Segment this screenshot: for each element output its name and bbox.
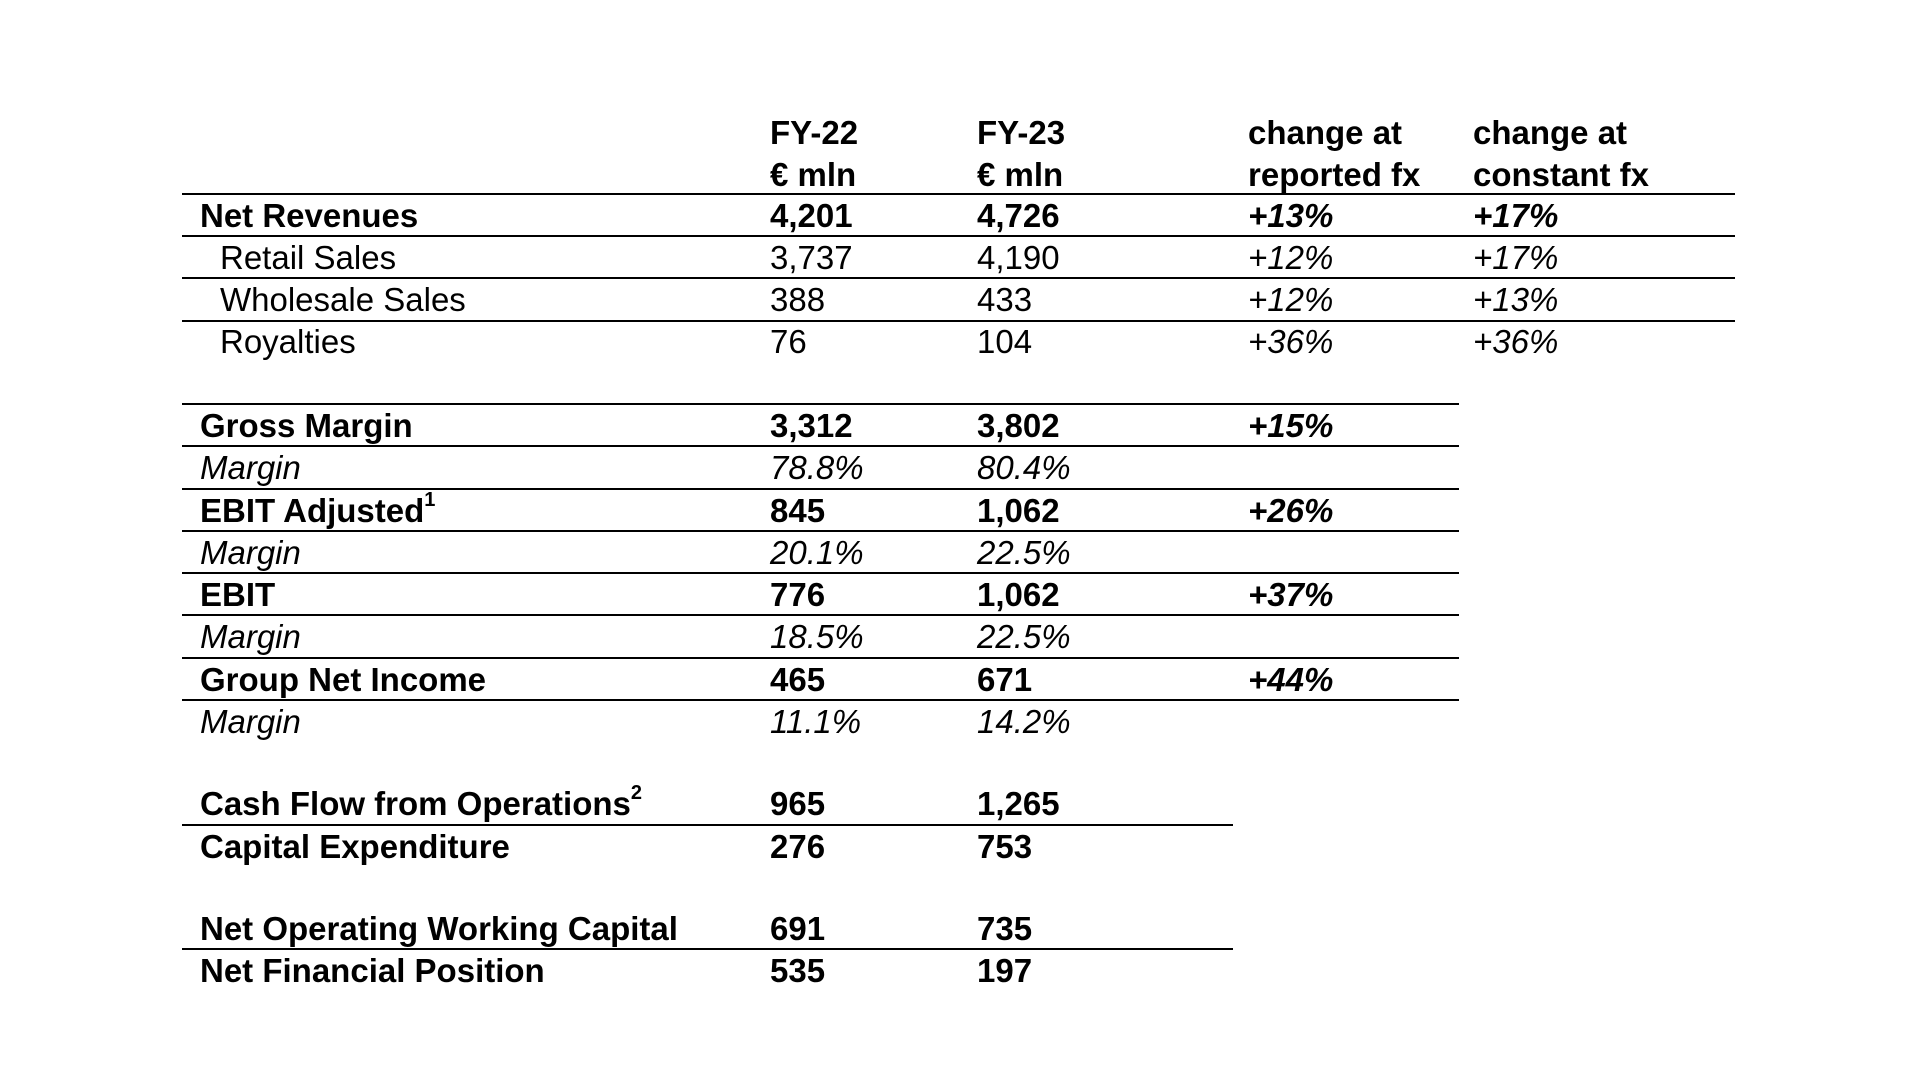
value-fy23: 753 (977, 828, 1033, 865)
table-row-net-operating-working-capital (0, 908, 1920, 950)
change-constant: +17% (1473, 239, 1559, 276)
value-fy22: 965 (770, 785, 826, 822)
row-label: Margin (200, 449, 301, 486)
value-fy23: 80.4% (977, 449, 1071, 486)
value-fy22: 76 (770, 323, 807, 360)
row-label: Royalties (220, 323, 356, 360)
table-row-margin (0, 701, 1920, 743)
table-row-net-revenues (0, 195, 1920, 237)
table-row-ebit (0, 574, 1920, 616)
table-row-capital-expenditure (0, 826, 1920, 868)
value-fy23: 735 (977, 910, 1033, 947)
change-reported: +36% (1248, 323, 1334, 360)
change-reported: +15% (1248, 407, 1334, 444)
change-constant: +13% (1473, 281, 1559, 318)
footnote-marker: 2 (630, 782, 643, 804)
table-row-margin (0, 616, 1920, 658)
value-fy22: 276 (770, 828, 826, 865)
change-reported: +12% (1248, 239, 1334, 276)
row-label: Group Net Income (200, 661, 487, 698)
change-reported: +12% (1248, 281, 1334, 318)
row-label: Wholesale Sales (220, 281, 466, 318)
footnote-marker: 1 (424, 489, 436, 511)
row-label: Margin (200, 618, 301, 655)
row-label: Net Revenues (200, 197, 419, 234)
row-label: Margin (200, 534, 301, 571)
header-fy23-line1: FY-23 (977, 114, 1066, 151)
row-label-with-footnote (200, 783, 642, 825)
value-fy23: 1,062 (977, 576, 1060, 613)
value-fy23: 433 (977, 281, 1033, 318)
value-fy23: 3,802 (977, 407, 1060, 444)
value-fy22: 18.5% (770, 618, 864, 655)
row-label: Net Financial Position (200, 952, 545, 989)
table-row-margin (0, 532, 1920, 574)
value-fy23: 671 (977, 661, 1033, 698)
row-label: EBIT (200, 576, 276, 613)
value-fy23: 4,190 (977, 239, 1060, 276)
row-label: Retail Sales (220, 239, 397, 276)
value-fy22: 78.8% (770, 449, 864, 486)
value-fy22: 535 (770, 952, 826, 989)
value-fy22: 4,201 (770, 197, 853, 234)
change-constant: +36% (1473, 323, 1559, 360)
row-label: Gross Margin (200, 407, 413, 444)
change-reported: +13% (1248, 197, 1334, 234)
value-fy22: 20.1% (770, 534, 864, 571)
value-fy22: 388 (770, 281, 826, 318)
value-fy23: 1,265 (977, 785, 1060, 822)
value-fy22: 691 (770, 910, 826, 947)
value-fy23: 4,726 (977, 197, 1060, 234)
table-row-group-net-income (0, 659, 1920, 701)
value-fy23: 14.2% (977, 703, 1071, 740)
value-fy22: 845 (770, 492, 826, 529)
header-reported-line2: reported fx (1248, 156, 1421, 193)
value-fy22: 11.1% (770, 703, 862, 740)
value-fy22: 465 (770, 661, 826, 698)
table-row-retail-sales (0, 237, 1920, 279)
table-row-gross-margin (0, 405, 1920, 447)
header-constant-line2: constant fx (1473, 156, 1650, 193)
value-fy23: 197 (977, 952, 1033, 989)
row-label: Net Operating Working Capital (200, 910, 678, 947)
header-fy22-line2: € mln (770, 156, 857, 193)
row-label: Cash Flow from Operations (200, 785, 631, 822)
value-fy23: 1,062 (977, 492, 1060, 529)
value-fy22: 3,737 (770, 239, 853, 276)
change-reported: +37% (1248, 576, 1334, 613)
header-constant-line1: change at (1473, 114, 1628, 151)
header-reported-line1: change at (1248, 114, 1403, 151)
table-row-margin (0, 447, 1920, 489)
change-constant: +17% (1473, 197, 1559, 234)
row-label: Margin (200, 703, 301, 740)
table-row-wholesale-sales (0, 279, 1920, 321)
table-row-ebit-adjusted (0, 490, 1920, 532)
header-fy23-line2: € mln (977, 156, 1064, 193)
table-row-cash-flow-operations (0, 783, 1920, 825)
row-label-with-footnote (200, 490, 435, 532)
value-fy23: 22.5% (977, 534, 1071, 571)
change-reported: +26% (1248, 492, 1334, 529)
value-fy22: 776 (770, 576, 826, 613)
header-fy22-line1: FY-22 (770, 114, 859, 151)
value-fy22: 3,312 (770, 407, 853, 444)
value-fy23: 22.5% (977, 618, 1071, 655)
row-label: Capital Expenditure (200, 828, 510, 865)
change-reported: +44% (1248, 661, 1334, 698)
table-row-royalties (0, 321, 1920, 363)
row-label: EBIT Adjusted (200, 492, 425, 529)
table-row-net-financial-position (0, 950, 1920, 992)
value-fy23: 104 (977, 323, 1033, 360)
